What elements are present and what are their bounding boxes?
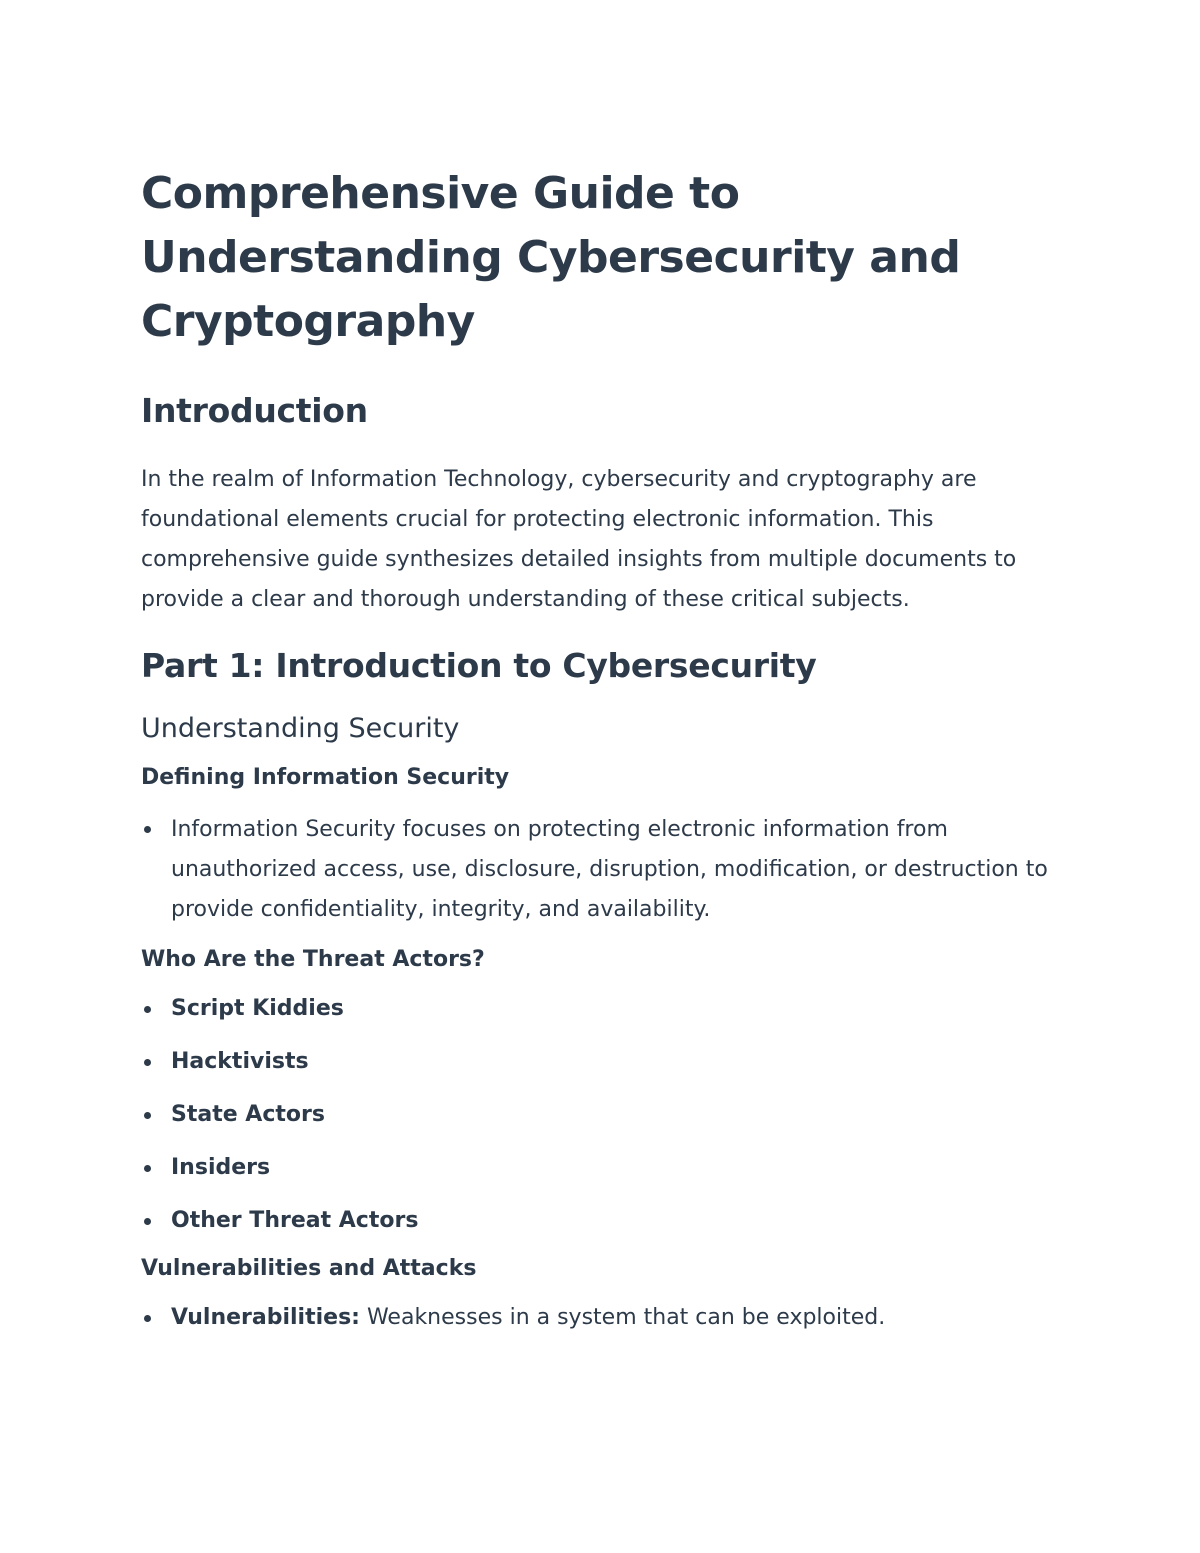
list-item: Insiders	[141, 1149, 1071, 1187]
list-item: State Actors	[141, 1096, 1071, 1134]
vulnerabilities-attacks-heading: Vulnerabilities and Attacks	[141, 1256, 477, 1281]
list-item: Hacktivists	[141, 1043, 1071, 1081]
threat-actors-list	[141, 990, 1071, 1240]
introduction-heading: Introduction	[141, 391, 368, 430]
vulnerabilities-definition: Weaknesses in a system that can be exploited.	[359, 1305, 886, 1330]
introduction-paragraph: In the realm of Information Technology, cybersecurity and cryptography are foundational elements crucial for protecting electronic information. This comprehensive guide synthesizes detailed insights from multiple documents to provide a clear and thorough understanding of these critical subjects.	[141, 467, 1017, 612]
list-item: Other Threat Actors	[141, 1202, 1071, 1240]
defining-information-security-heading: Defining Information Security	[141, 765, 510, 790]
vulnerabilities-term: Vulnerabilities:	[171, 1305, 360, 1330]
list-item: Information Security focuses on protecting electronic information from unauthorized access, use, disclosure, disruption, modification, or destruction to provide confidentiality, integrity, and availability.	[141, 810, 1051, 930]
part1-heading: Part 1: Introduction to Cybersecurity	[141, 646, 817, 685]
threat-actors-heading: Who Are the Threat Actors?	[141, 947, 485, 972]
defining-bullet-list	[141, 810, 1071, 930]
document-title: Comprehensive Guide to Understanding Cybersecurity and Cryptography	[141, 168, 961, 347]
list-item	[141, 1299, 1071, 1337]
document-page	[141, 162, 1071, 1337]
list-item: Script Kiddies	[141, 990, 1071, 1028]
understanding-security-subheading: Understanding Security	[141, 713, 460, 744]
vulnerabilities-list	[141, 1299, 1071, 1337]
